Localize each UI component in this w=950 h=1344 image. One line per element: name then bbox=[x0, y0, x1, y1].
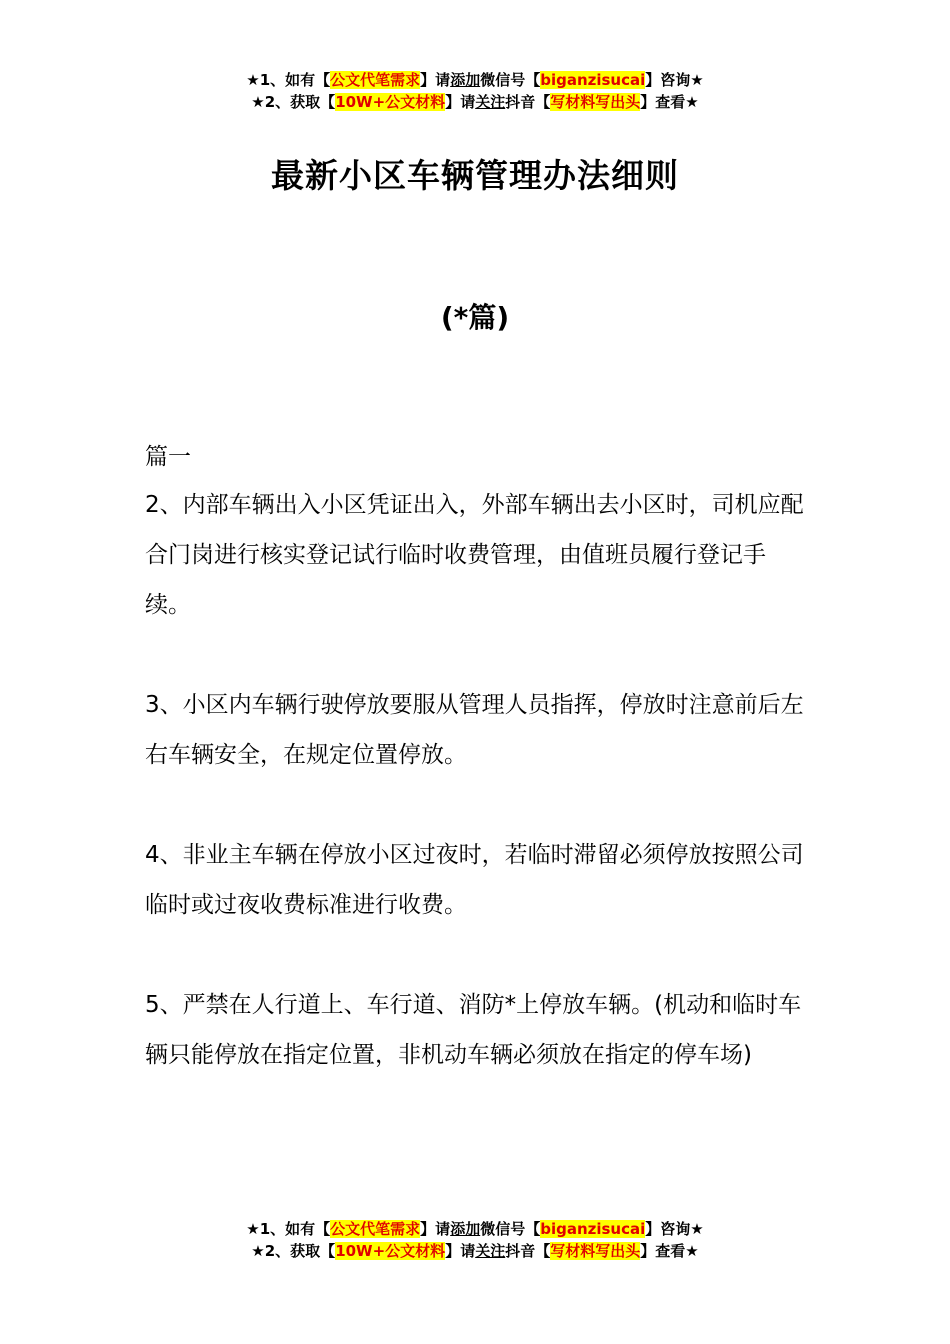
footer-promo-banner bbox=[0, 1218, 950, 1262]
paragraph-item-3: 3、小区内车辆行驶停放要服从管理人员指挥，停放时注意前后左右车辆安全，在规定位置停放。 bbox=[145, 692, 804, 768]
promo-wechat-id: biganzisucai bbox=[540, 1220, 646, 1238]
promo-douyin-id: 写材料写出头 bbox=[550, 1242, 641, 1260]
promo-line-1: ★1、如有【公文代笔需求】请添加微信号【biganzisucai】咨询★ bbox=[246, 1220, 704, 1238]
promo-highlight: 10W+公文材料 bbox=[335, 93, 446, 111]
promo-highlight: 公文代笔需求 bbox=[330, 71, 421, 89]
section-label: 篇一 bbox=[145, 444, 191, 470]
promo-line-2: ★2、获取【10W+公文材料】请关注抖音【写材料写出头】查看★ bbox=[251, 1242, 699, 1260]
paragraph-item-4: 4、非业主车辆在停放小区过夜时，若临时滞留必须停放按照公司临时或过夜收费标准进行收费。 bbox=[145, 842, 804, 918]
promo-line-2: ★2、获取【10W+公文材料】请关注抖音【写材料写出头】查看★ bbox=[251, 93, 699, 111]
paragraph-item-5: 5、严禁在人行道上、车行道、消防*上停放车辆。(机动和临时车辆只能停放在指定位置，非机动车辆必须放在指定的停车场) bbox=[145, 992, 802, 1068]
promo-line-1: ★1、如有【公文代笔需求】请添加微信号【biganzisucai】咨询★ bbox=[246, 71, 704, 89]
page-title: 最新小区车辆管理办法细则 bbox=[271, 156, 679, 195]
promo-highlight: 10W+公文材料 bbox=[335, 1242, 446, 1260]
page-subtitle: (*篇) bbox=[440, 301, 510, 334]
paragraph-item-2: 2、内部车辆出入小区凭证出入，外部车辆出去小区时，司机应配合门岗进行核实登记试行临时收费管理，由值班员履行登记手续。 bbox=[145, 492, 804, 618]
header-promo-banner bbox=[0, 69, 950, 113]
promo-highlight: 公文代笔需求 bbox=[330, 1220, 421, 1238]
promo-douyin-id: 写材料写出头 bbox=[550, 93, 641, 111]
promo-wechat-id: biganzisucai bbox=[540, 71, 646, 89]
